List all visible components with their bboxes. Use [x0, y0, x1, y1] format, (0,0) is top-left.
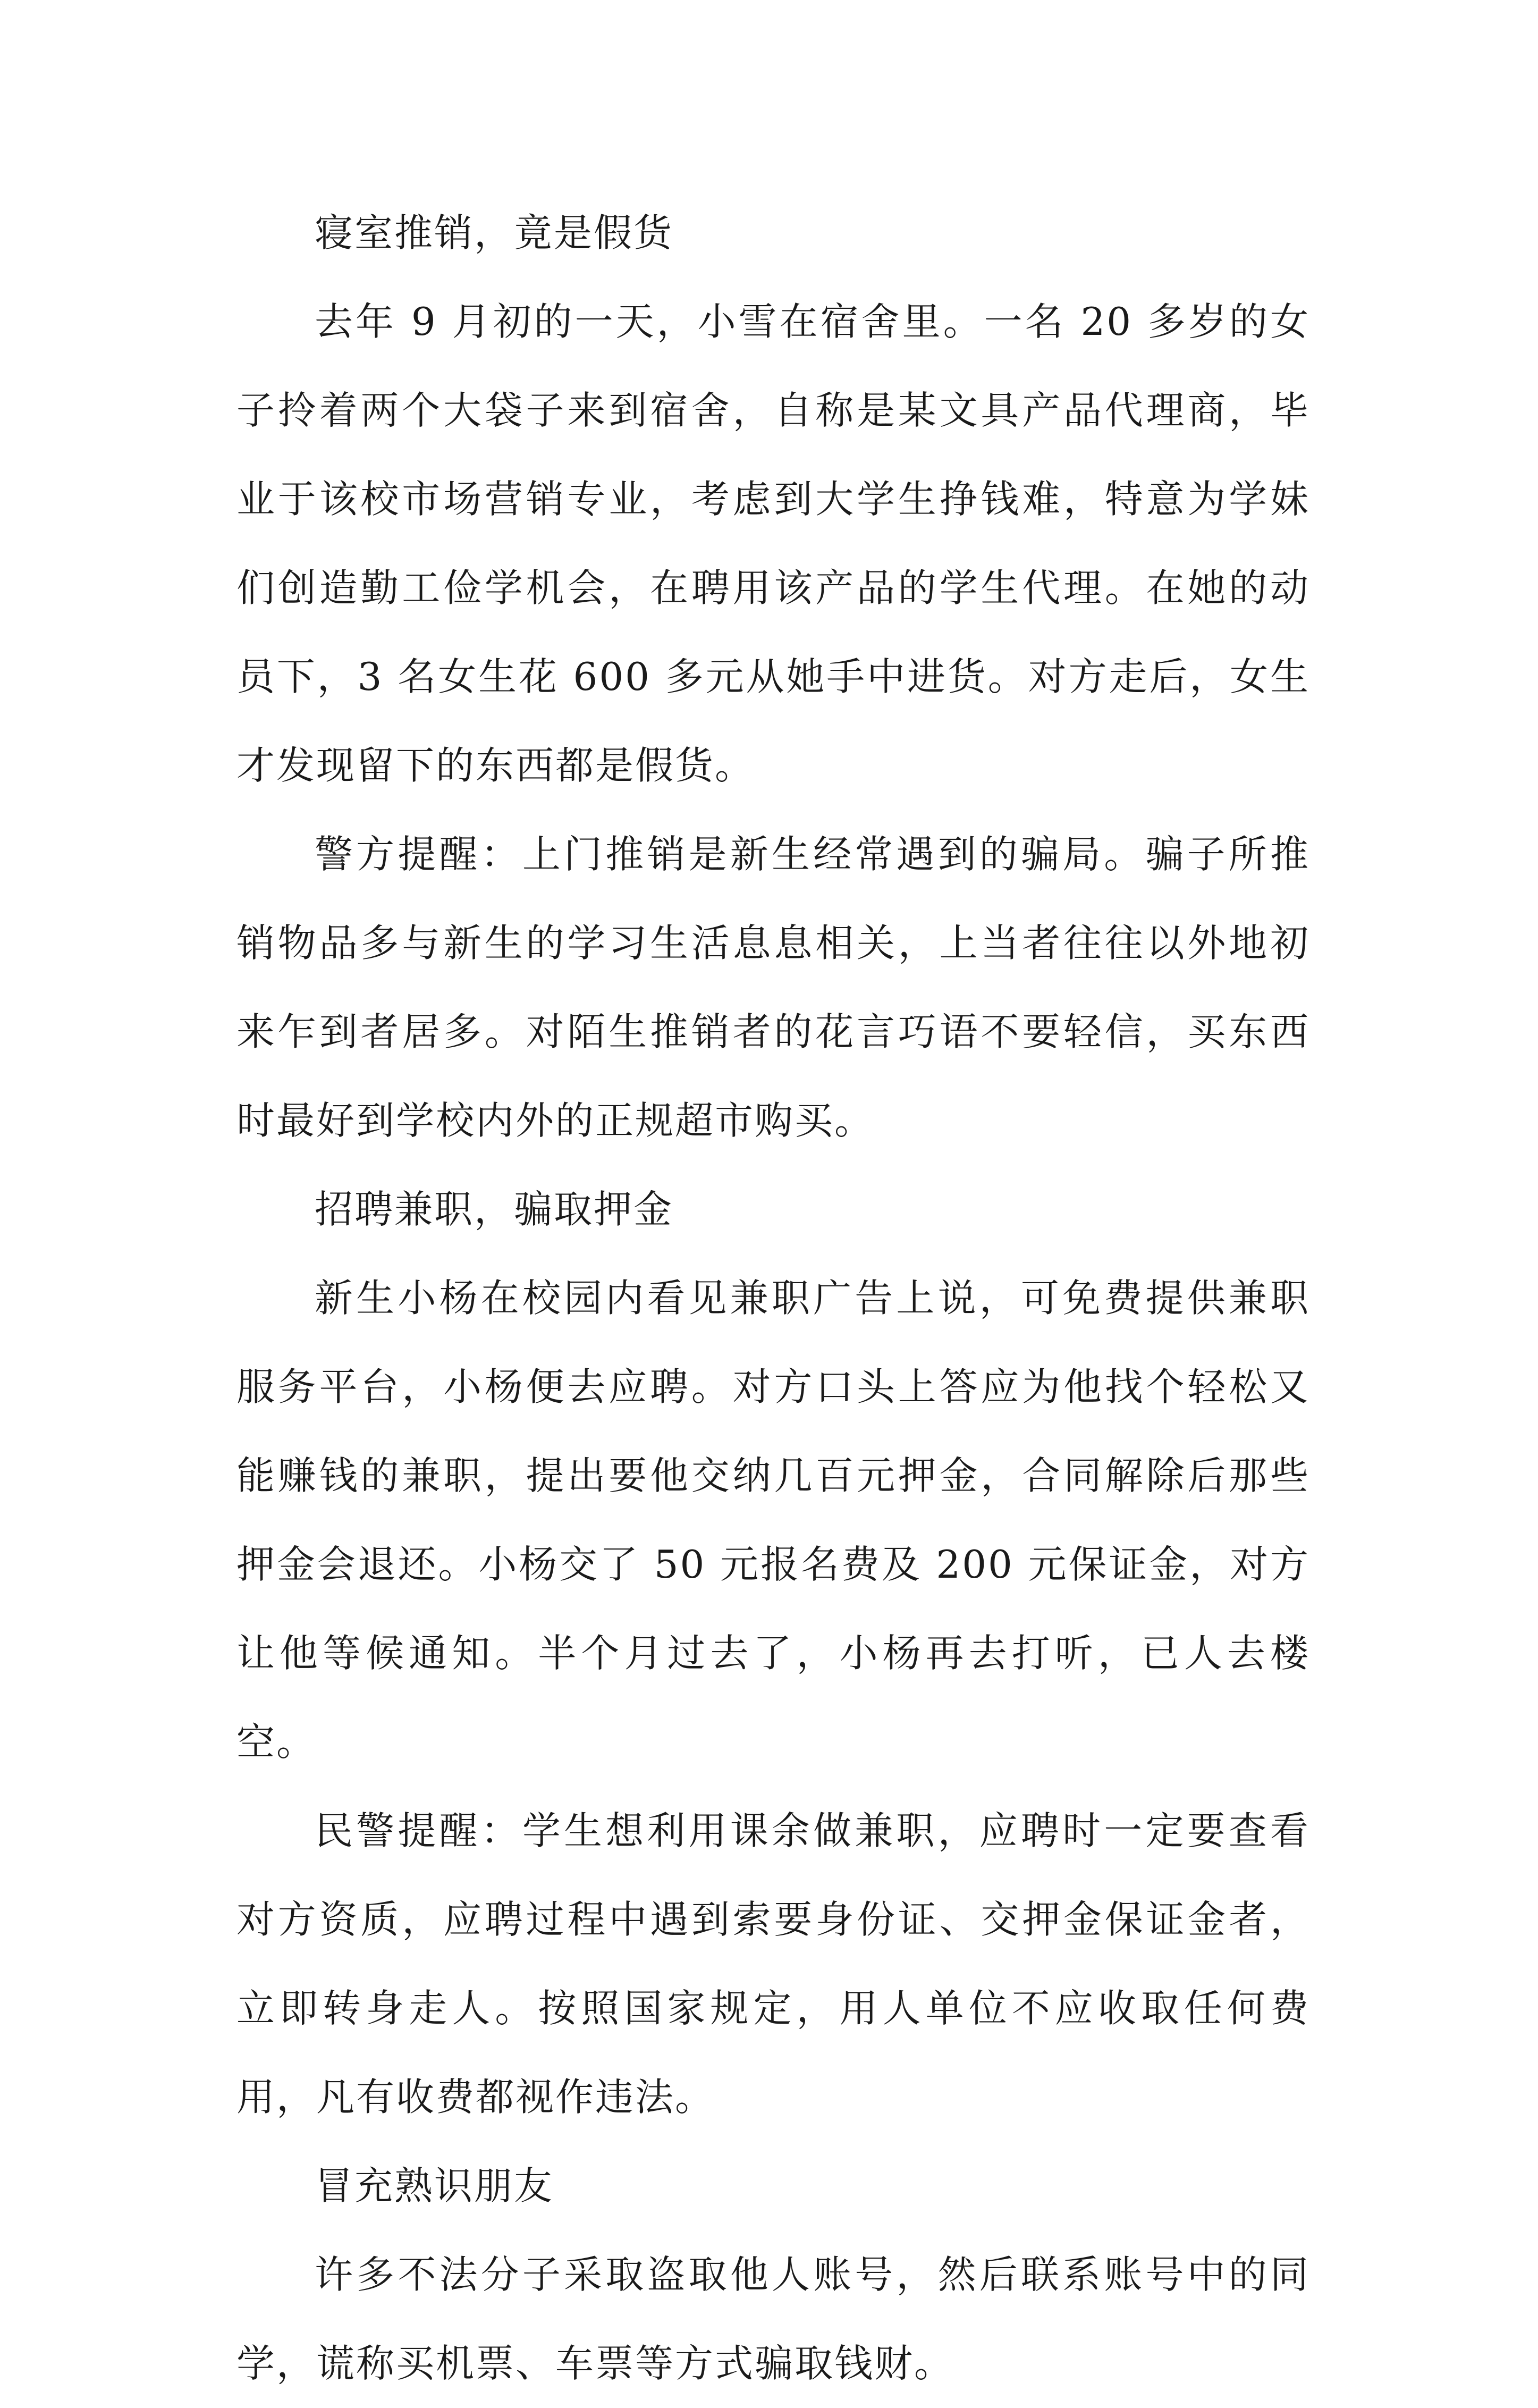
heading-impersonate-friend: 冒充熟识朋友: [315, 2163, 554, 2208]
paragraph-police-reminder-sales: 警方提醒：上门推销是新生经常遇到的骗局。骗子所推销物品多与新生的学习生活息息相关，上当者往往以外地初来乍到者居多。对陌生推销者的花言巧语不要轻信，买东西时最好到学校内外的正规超市购买。: [236, 832, 1310, 1143]
paragraph-dorm-sales-story: 去年 9 月初的一天，小雪在宿舍里。一名 20 多岁的女子拎着两个大袋子来到宿舍，自称是某文具产品代理商，毕业于该校市场营销专业，考虑到大学生挣钱难，特意为学妹们创造勤工俭学机会，在聘用该产品的学生代理。在她的动员下，3 名女生花 600 多元从她手中进货。对方走后，女生才发现留下的东西都是假货。: [236, 299, 1310, 788]
document-body: [236, 189, 1310, 2408]
paragraph-police-reminder-part-time: 民警提醒：学生想利用课余做兼职，应聘时一定要查看对方资质，应聘过程中遇到索要身份证、交押金保证金者，立即转身走人。按照国家规定，用人单位不应收取任何费用，凡有收费都视作违法。: [236, 1808, 1310, 2119]
paragraph-part-time-story: 新生小杨在校园内看见兼职广告上说，可免费提供兼职服务平台，小杨便去应聘。对方口头上答应为他找个轻松又能赚钱的兼职，提出要他交纳几百元押金，合同解除后那些押金会退还。小杨交了 50 元报名费及 200 元保证金，对方让他等候通知。半个月过去了，小杨再去打听，已人去楼空。: [236, 1276, 1310, 1764]
paragraph-impersonate-friend: 许多不法分子采取盗取他人账号，然后联系账号中的同学，谎称买机票、车票等方式骗取钱财。: [236, 2252, 1310, 2386]
heading-part-time-deposit: 招聘兼职，骗取押金: [315, 1187, 674, 1232]
heading-dorm-sales: 寝室推销，竟是假货: [315, 211, 674, 255]
